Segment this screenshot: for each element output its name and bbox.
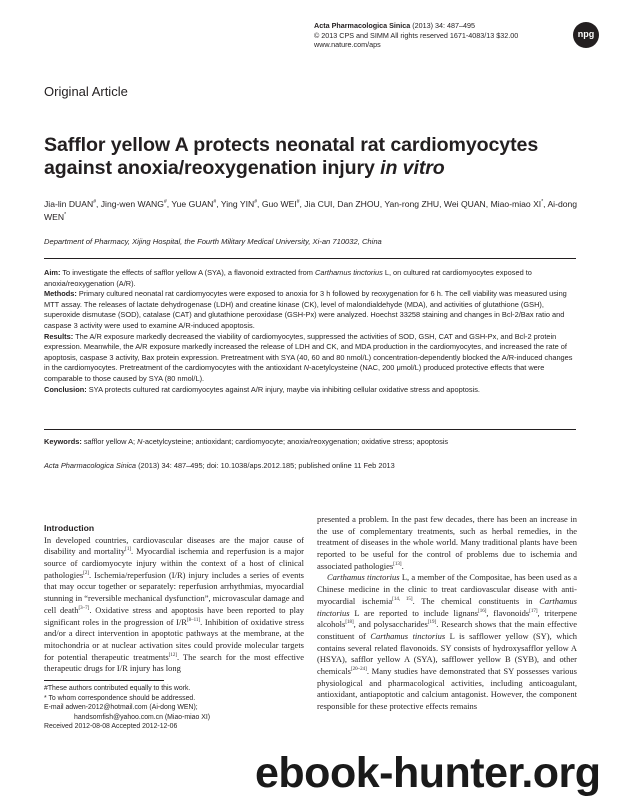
reference-marker[interactable]: [20–24]	[350, 666, 367, 672]
methods-text: Primary cultured neonatal rat cardiomyocytes were exposed to anoxia for 3 h followed by reoxygenation for 6 h. The cell viability was measured using MTT assay. The releases of lactate dehydrogenase (LDH) and creatine kinase (CK), level of malondialdehyde (MDA), and activities of glutathione (GSH), superoxide dismutase (SOD), catalase (CAT) and glutathione peroxidase (GSH-Px) were analyzed. Hoechst 33258 staining and changes in Bcl-2/Bax ratio and caspase 3 activity were used to examine A/R-induced apoptosis.	[44, 289, 567, 330]
methods-label: Methods:	[44, 289, 77, 299]
author-mark: #	[254, 199, 258, 205]
divider	[44, 429, 576, 430]
title-italic: in vitro	[380, 156, 445, 179]
author-name: Jia-lin DUAN	[44, 199, 94, 209]
author-name: Yan-rong ZHU	[384, 199, 440, 209]
abstract-conclusion	[44, 385, 580, 396]
journal-header	[314, 21, 564, 50]
footnote-equal-contribution: #These authors contributed equally to this work.	[44, 685, 191, 692]
paragraph: Carthamus tinctorius L, a member of the Compositae, has been used as a Chinese medicine in the clinic to treat cardiovascular disease with anti-myocardial ischemia[14, 15]. The chemical constituents in Carthamus tinctorius L are reported to include lignans[16], flavonoids[17], triterpene alcohols[18], and polysaccharides[19]. Research shows that the main effective constituent of Carthamus tinctorius L is safflower yellow (SY), which contains several related flavonoids. SY consists of hydroxysafflor yellow A (HSYA), safflor yellow A (SYA), safflower yellow B (SYB), and other chemicals[20–24]. Many studies have demonstrated that SY possesses various physiological and pharmacological activities, including anticoagulant, antioxidant, antiapoptotic and calcium antagonist. However, the component responsible for these protective effects remains	[317, 572, 577, 711]
footnotes	[44, 684, 306, 732]
reference-marker[interactable]: [14, 15]	[392, 596, 413, 602]
author-name: Ying YIN	[220, 199, 255, 209]
abstract	[44, 268, 580, 395]
footnote-divider	[44, 680, 164, 681]
results-text-end: -acetylcysteine (NAC, 200 μmol/L) produced protective effects that were comparable to those caused by SYA (80 nmol/L).	[44, 363, 545, 383]
author-list: Jia-lin DUAN#, Jing-wen WANG#, Yue GUAN#, Ying YIN#, Guo WEI#, Jia CUI, Dan ZHOU, Yan-rong ZHU, Wei QUAN, Miao-miao XI*, Ai-dong WEN*	[44, 199, 578, 223]
reference-marker[interactable]: [1]	[125, 547, 131, 553]
paragraph: In developed countries, cardiovascular diseases are the major cause of disability and mortality[1]. Myocardial ischemia and reperfusion is a major source of cardiomyocyte injury within the context of a host of clinical pathologies[2]. Ischemia/reperfusion (I/R) injury includes a series of events that may occur together or separately: reperfusion arrhythmias, myocardial stunning in “reversible mechanical dysfunction”, microvascular damage and cell death[3–7]. Oxidative stress and apoptosis have been reported to play significant roles in the progression of I/R[8–11]. Inhibition of oxidative stress and/or a direct intervention in apoptotic pathways at the membrane, at the mitochondria or at nuclear activation sites could provide molecular targets for potential therapeutic treatments[12]. The search for the most effective therapeutic drugs for I/R injury has long	[44, 534, 305, 674]
footnote-email-2[interactable]: handsomfish@yahoo.com.cn (Miao-miao XI)	[74, 713, 211, 721]
results-text: The A/R exposure markedly decreased the viability of cardiomyocytes, suppressed the activities of SOD, GSH, CAT and GSH-Px, and Bcl-2 protein expression. Meanwhile, the A/R exposure markedly increased the release of LDH and CK, and MDA production in the cardiomyocytes, and increased the rate of apoptosis, caspase 3 activity, Bax protein expression. Pretreatment with SYA (40, 60 and 80 nmol/L) concentration-dependently blocked the A/R-induced changes in the cardiomyocytes. Pretreatment of the cardiomyocytes with the antioxidant	[44, 331, 573, 373]
article-type: Original Article	[44, 84, 128, 99]
author-name: Jing-wen WANG	[100, 199, 164, 209]
author-name: Wei QUAN	[443, 199, 486, 209]
reference-marker[interactable]: [2]	[83, 570, 90, 576]
author-mark: *	[541, 199, 544, 205]
conclusion-text: SYA protects cultured rat cardiomyocytes against A/R injury, maybe via inhibiting cellular oxidative stress and apoptosis.	[86, 384, 480, 394]
keywords-text: safflor yellow A;	[81, 437, 138, 446]
journal-url[interactable]: www.nature.com/aps	[314, 40, 381, 50]
reference-marker[interactable]: [8–11]	[186, 617, 201, 623]
keywords-text-end: -acetylcysteine; antioxidant; cardiomyocyte; anoxia/reoxygenation; oxidative stress; apoptosis	[142, 437, 449, 446]
author-name: Yue GUAN	[171, 199, 214, 209]
abstract-aim	[44, 268, 580, 289]
journal-name: Acta Pharmacologica Sinica	[314, 21, 411, 30]
abstract-results	[44, 332, 580, 385]
citation-journal: Acta Pharmacologica Sinica	[44, 461, 137, 470]
conclusion-label: Conclusion:	[44, 384, 87, 394]
citation-details: (2013) 34: 487–495; doi: 10.1038/aps.2012.185; published online 11 Feb 2013	[136, 461, 395, 470]
aim-text-end: L, on cultured rat cardiomyocytes exposed to anoxia/reoxygenation (A/R).	[44, 268, 532, 288]
author-name: Ai-dong WEN	[44, 199, 578, 223]
body-column-left	[44, 523, 304, 675]
footnote-dates: Received 2012-08-08 Accepted 2012-12-06	[44, 723, 178, 731]
reference-marker[interactable]: [3–7]	[78, 605, 90, 611]
section-heading-introduction: Introduction	[44, 523, 95, 533]
watermark: ebook-hunter.org	[255, 749, 601, 797]
body-column-right	[317, 514, 577, 713]
reference-marker[interactable]: [18]	[345, 620, 354, 626]
aim-label: Aim:	[44, 268, 61, 277]
divider	[44, 258, 576, 259]
reference-marker[interactable]: [19]	[427, 620, 437, 626]
affiliation: Department of Pharmacy, Xijing Hospital, the Fourth Military Medical University, Xi-an 710032, China	[44, 237, 382, 246]
citation-line	[44, 461, 580, 472]
reference-marker[interactable]: [13]	[393, 561, 402, 567]
abstract-methods	[44, 289, 580, 331]
title-main: Safflor yellow A protects neonatal rat cardiomyocytes against anoxia/reoxygenation injury	[44, 134, 539, 179]
journal-issue: (2013) 34: 487–495	[412, 21, 476, 30]
results-n: N	[303, 363, 309, 373]
reference-marker[interactable]: [16]	[478, 608, 487, 614]
npg-logo: npg	[573, 22, 599, 48]
article-title	[44, 134, 604, 179]
aim-species: Carthamus tinctorius	[315, 268, 383, 277]
author-mark: *	[64, 212, 67, 219]
results-label: Results:	[44, 331, 74, 341]
reference-marker[interactable]: [12]	[168, 652, 178, 658]
keywords-label: Keywords:	[44, 437, 82, 446]
aim-text: To investigate the effects of safflor yellow A (SYA), a flavonoid extracted from	[60, 268, 315, 277]
author-mark: #	[93, 199, 96, 205]
author-mark: #	[213, 199, 217, 205]
reference-marker[interactable]: [17]	[529, 608, 538, 614]
author-name: Miao-miao XI	[490, 199, 542, 209]
author-mark: #	[163, 199, 167, 205]
keywords-n: N	[137, 437, 143, 446]
author-name: Guo WEI	[261, 199, 297, 209]
author-mark: #	[296, 199, 300, 205]
footnote-email[interactable]: E-mail adwen-2012@hotmail.com (Ai-dong WEN);	[44, 704, 198, 712]
footnote-correspondence: * To whom correspondence should be addressed.	[44, 694, 196, 702]
author-name: Dan ZHOU	[337, 199, 380, 209]
author-name: Jia CUI	[304, 199, 333, 209]
journal-copyright: © 2013 CPS and SIMM All rights reserved 1671-4083/13 $32.00	[314, 30, 519, 40]
paragraph: presented a problem. In the past few decades, there has been an increase in the use of complementary treatments, such as herbal remedies, in the treatment of diseases in the whole world. Many traditional plants have been reported to be useful for the control of problems due to ischemia and associated pathologies[13].	[317, 514, 577, 571]
keywords	[44, 437, 580, 448]
